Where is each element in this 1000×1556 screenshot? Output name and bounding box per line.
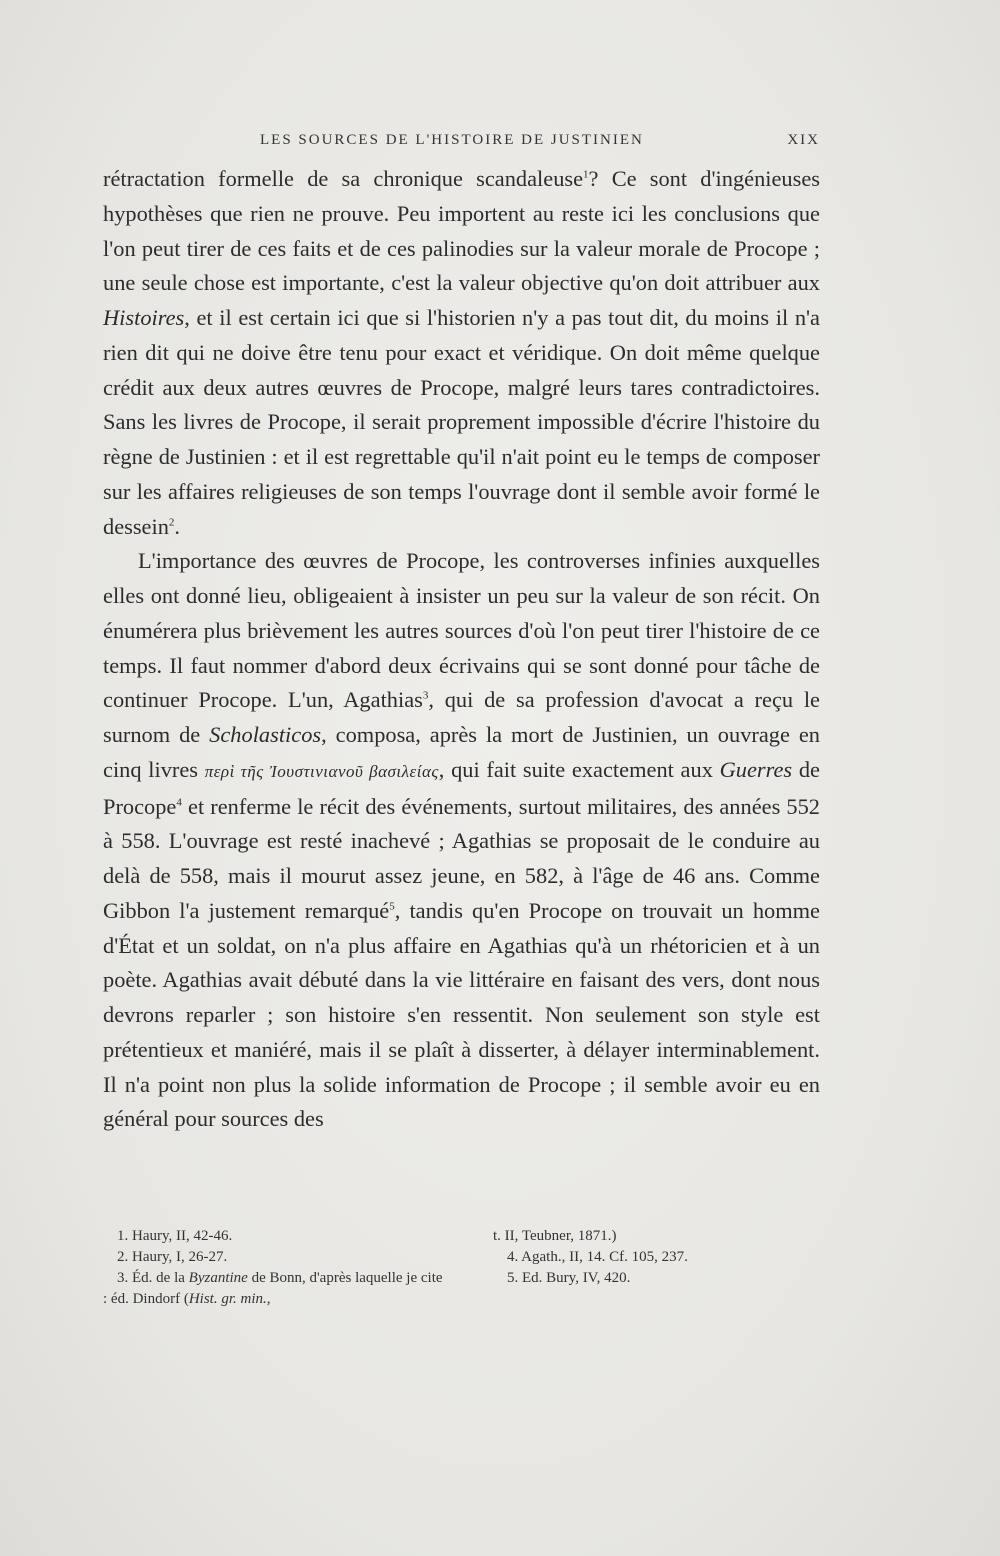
text-run: de Bonn, d'après laquelle je cite : éd. Dindorf ( xyxy=(103,1270,443,1307)
footnote-2: 2. Haury, I, 26-27. xyxy=(117,1249,228,1265)
text-run: , tandis qu'en Procope on trouvait un homme d'État et un soldat, on n'a plus affaire en Agathias qu'à un rhétoricien et à un poète. Agathias avait débuté dans la vie littéraire en faisant des vers, dont nous devrons reparler ; son histoire s'en ressentit. Non seulement son style est prétentieux et maniéré, mais il se plaît à disserter, à délayer interminablement. Il n'a point non plus la solide information de Procope ; il semble avoir eu en général pour sources des xyxy=(103,897,820,1132)
text-run: L'importance des œuvres de Procope, les controverses infinies auxquelles elles ont donné lieu, obligeaient à insister un peu sur la valeur de son récit. On énumérera plus brièvement les autres sources d'où l'on peut tirer l'histoire de ce temps. Il faut nommer d'abord deux écrivains qui se sont donné pour tâche de continuer Procope. L'un, Agathias xyxy=(103,548,820,713)
text-run: 3. Éd. de la xyxy=(117,1270,189,1286)
text-run: , xyxy=(266,1291,271,1307)
footnote-ref-1: 1 xyxy=(583,168,589,181)
italic-title: Byzantine xyxy=(188,1270,248,1286)
italic-title: Guerres xyxy=(719,756,793,782)
italic-title: Scholasticos xyxy=(209,722,322,747)
text-run: rétractation formelle de sa chronique scandaleuse xyxy=(103,166,584,191)
running-title: LES SOURCES DE L'HISTOIRE DE JUSTINIEN xyxy=(260,132,644,148)
text-run: , et il est certain ici que si l'historien n'y a pas tout dit, du moins il n'a rien dit qui ne doive être tenu pour exact et véridique. On doit même quelque crédit aux deux autres œuvres de Procope, malgré leurs tares contradictoires. Sans les livres de Procope, il serait proprement impossible d'écrire l'histoire du règne de Justinien : et il est regrettable qu'il n'ait point eu le temps de composer sur les affaires religieuses de son temps l'ouvrage dont il semble avoir formé le dessein xyxy=(103,305,820,539)
footnote-ref-3: 3 xyxy=(422,689,429,702)
footnote-ref-2: 2 xyxy=(168,516,175,529)
text-run: et renferme le récit des événements, surtout militaires, des années 552 à 558. L'ouvrage est resté inachevé ; Agathias se proposait de le conduire au delà de 558, mais il mourut assez jeune, en 582, à l'âge de 46 ans. Comme Gibbon l'a justement remarqué xyxy=(103,793,820,923)
footnote-ref-5: 5 xyxy=(389,900,395,913)
italic-title: Hist. gr. min. xyxy=(188,1291,267,1307)
text-run: . xyxy=(174,513,181,539)
footnote-3-continued: t. II, Teubner, 1871.) xyxy=(493,1228,617,1244)
greek-title: περὶ τῆς Ἰουστινιανοῦ βασιλείας xyxy=(204,761,439,781)
text-run: ? Ce sont d'ingénieuses hypothèses que rien ne prouve. Peu importent au reste ici les conclusions que l'on peut tirer de ces faits et de ces palinodies sur la valeur morale de Procope ; une seule chose est importante, c'est la valeur objective qu'on doit attribuer aux xyxy=(103,166,820,296)
footnote-1: 1. Haury, II, 42-46. xyxy=(117,1228,233,1244)
page-number: XIX xyxy=(787,132,820,148)
footnote-ref-4: 4 xyxy=(176,796,182,809)
footnote-3 xyxy=(103,1268,443,1310)
text-run: , qui de sa profession d'avocat a reçu le surnom de xyxy=(103,687,820,747)
footnote-5: 5. Ed. Bury, IV, 420. xyxy=(507,1270,631,1286)
text-run: , qui fait suite exactement aux xyxy=(438,756,720,782)
paragraph-2 xyxy=(103,544,820,1137)
italic-title: Histoires xyxy=(103,305,185,330)
paragraph-1 xyxy=(103,162,820,544)
text-run: , composa, après la mort de Justinien, un ouvrage en cinq livres xyxy=(103,722,820,782)
footnotes-right-column xyxy=(493,1226,820,1289)
text-run: de Procope xyxy=(103,756,820,819)
footnotes-left-column xyxy=(103,1226,443,1310)
footnote-4: 4. Agath., II, 14. Cf. 105, 237. xyxy=(507,1249,688,1265)
main-text xyxy=(103,162,820,1137)
